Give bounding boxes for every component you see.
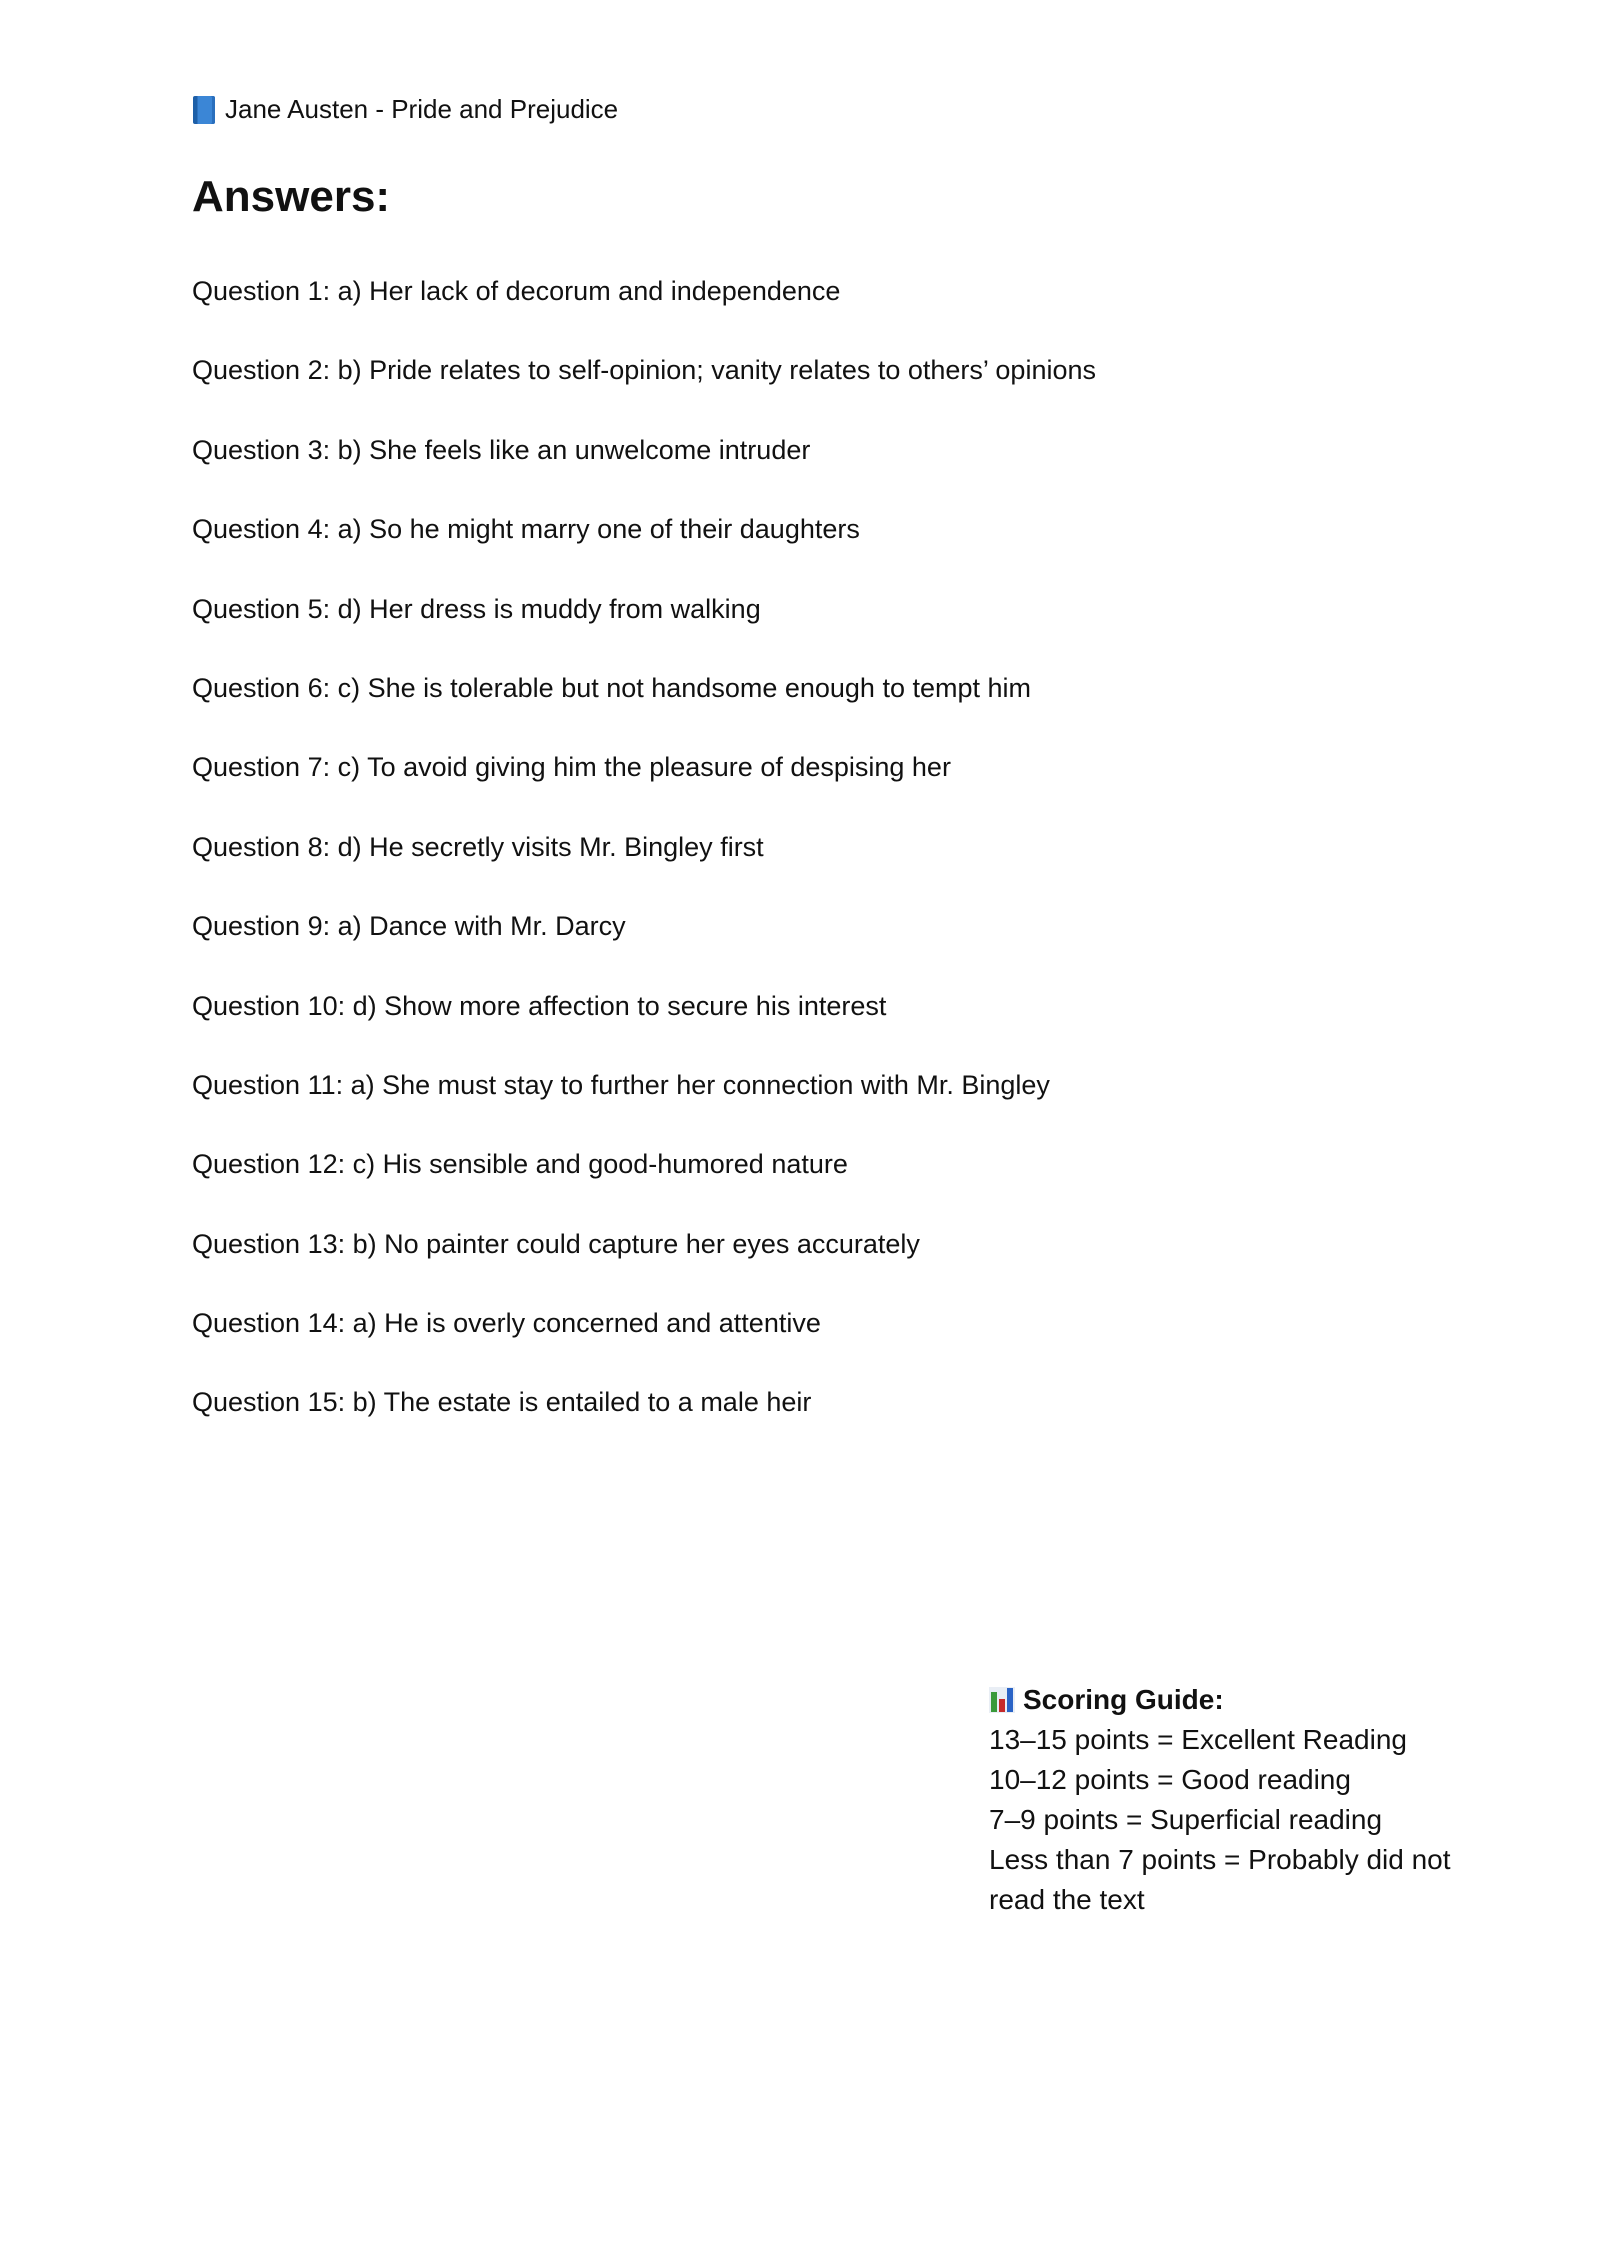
scoring-line: 7–9 points = Superficial reading: [989, 1804, 1383, 1835]
blue-book-icon: [193, 96, 215, 124]
page-title: Answers:: [192, 172, 391, 221]
answer-item: Question 15: b) The estate is entailed to a male heir: [192, 1387, 812, 1418]
scoring-line: Less than 7 points = Probably did not read the text: [989, 1844, 1451, 1915]
scoring-line: 13–15 points = Excellent Reading: [989, 1724, 1407, 1755]
answer-item: Question 11: a) She must stay to further her connection with Mr. Bingley: [192, 1069, 1050, 1100]
answer-item: Question 6: c) She is tolerable but not handsome enough to tempt him: [192, 672, 1032, 703]
answer-item: Question 1: a) Her lack of decorum and independence: [192, 276, 841, 306]
answer-item: Question 7: c) To avoid giving him the pleasure of despising her: [192, 752, 951, 783]
answer-item: Question 12: c) His sensible and good-humored nature: [192, 1149, 848, 1180]
answer-item: Question 3: b) She feels like an unwelcome intruder: [192, 434, 811, 465]
bar-chart-icon: [989, 1687, 1015, 1713]
answer-item: Question 14: a) He is overly concerned and attentive: [192, 1308, 821, 1339]
header-title: Jane Austen - Pride and Prejudice: [225, 94, 619, 124]
answer-item: Question 9: a) Dance with Mr. Darcy: [192, 911, 626, 942]
document-header: [193, 94, 618, 125]
answer-item: Question 5: d) Her dress is muddy from walking: [192, 593, 761, 624]
answers-list: [192, 272, 1096, 1463]
scoring-line: 10–12 points = Good reading: [989, 1764, 1351, 1795]
scoring-guide-title: Scoring Guide:: [1023, 1684, 1224, 1715]
answer-item: Question 2: b) Pride relates to self-opinion; vanity relates to others’ opinions: [192, 355, 1096, 386]
scoring-guide: [989, 1680, 1459, 1920]
answer-item: Question 8: d) He secretly visits Mr. Bingley first: [192, 831, 764, 862]
answer-item: Question 13: b) No painter could capture her eyes accurately: [192, 1228, 920, 1259]
scoring-guide-title-row: [989, 1680, 1459, 1720]
answer-item: Question 4: a) So he might marry one of their daughters: [192, 514, 860, 545]
answer-item: Question 10: d) Show more affection to secure his interest: [192, 990, 887, 1021]
